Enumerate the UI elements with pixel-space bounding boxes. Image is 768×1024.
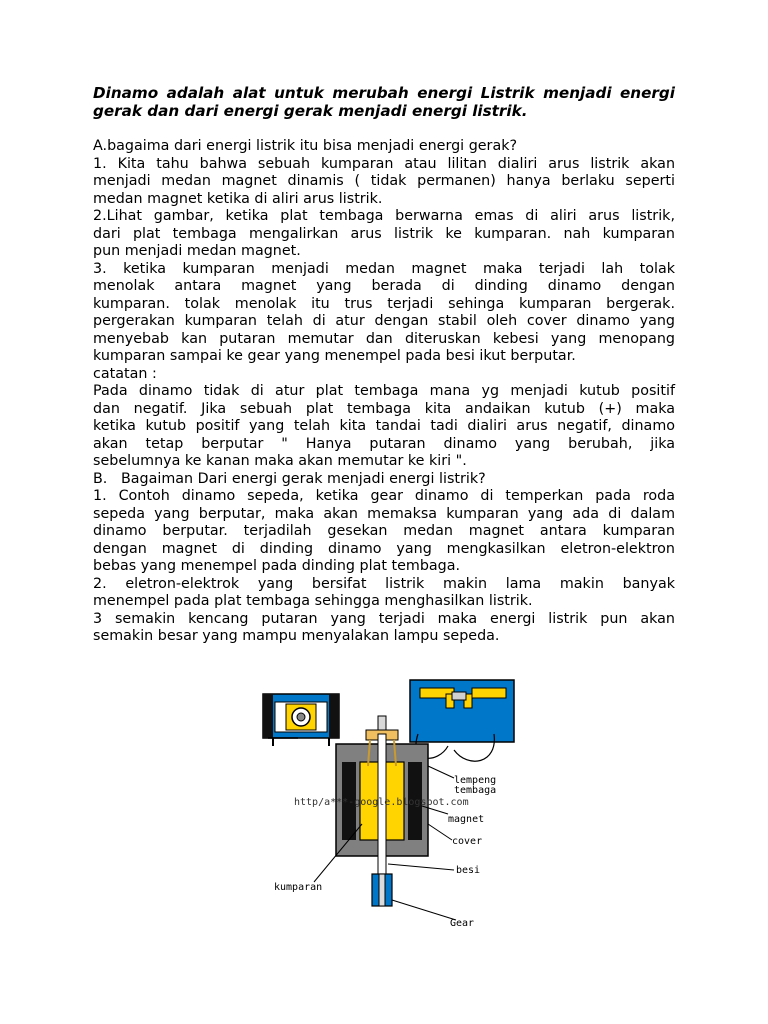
copper-plate-view [410, 680, 514, 742]
label-magnet: magnet [448, 814, 485, 825]
catatan-heading: catatan : [93, 365, 157, 382]
body-line: dengan magnet di dinding dinamo yang mengkasilkan eletron-elektron [93, 540, 675, 557]
body-line: 1. Kita tahu bahwa sebuah kumparan atau lilitan dialiri arus listrik akan [93, 155, 675, 172]
document-page [93, 84, 675, 646]
body-line: bebas yang menempel pada dinding plat tembaga. [93, 558, 461, 574]
body-line: 2. eletron-elektrok yang bersifat listrik makin lama makin banyak [93, 575, 675, 592]
body-line: menyebab kan putaran memutar dan diteruskan kebesi yang menopang [93, 330, 675, 347]
body-line: kumparan sampai ke gear yang menempel pada besi ikut berputar. [93, 348, 576, 364]
body-line: menolak antara magnet yang berada di dinding dinamo dengan [93, 278, 675, 294]
question-a-heading: A.bagaima dari energi listrik itu bisa menjadi energi gerak? [93, 138, 518, 154]
body-line: dinamo berputar. terjadilah gesekan medan magnet antara kumparan [93, 523, 675, 539]
body-line: kumparan. tolak menolak itu trus terjadi sehinga kumparan bergerak. [93, 295, 675, 312]
label-besi: besi [456, 865, 481, 876]
body-line: medan magnet ketika di aliri arus listrik. [93, 190, 383, 207]
body-line: pun menjadi medan magnet. [93, 243, 301, 259]
document-body [93, 138, 675, 646]
body-line: pergerakan kumparan telah di atur dengan stabil oleh cover dinamo yang [93, 313, 675, 329]
dynamo-diagram [258, 674, 520, 936]
label-lempeng: lempeng [454, 775, 497, 786]
question-b-heading: B. Bagaiman Dari energi gerak menjadi energi listrik? [93, 470, 486, 487]
body-line: sebelumnya ke kanan maka akan memutar ke kiri ". [93, 453, 467, 469]
label-gear: Gear [450, 918, 475, 929]
body-line: 3. ketika kumparan menjadi medan magnet maka terjadi lah tolak [93, 260, 675, 277]
dynamo-end-view [263, 694, 339, 746]
body-line: menempel pada plat tembaga sehingga menghasilkan listrik. [93, 593, 533, 609]
body-line: ketika kutub positif yang telah kita tandai tadi dialiri arus negatif, dinamo [93, 418, 675, 434]
body-line: semakin besar yang mampu menyalakan lampu sepeda. [93, 628, 500, 644]
body-line: dan negatif. Jika sebuah plat tembaga kita andaikan kutub (+) maka [93, 400, 675, 417]
body-line: 3 semakin kencang putaran yang terjadi maka energi listrik pun akan [93, 610, 675, 627]
label-kumparan: kumparan [274, 882, 323, 893]
label-cover: cover [452, 836, 483, 847]
body-line: 2.Lihat gambar, ketika plat tembaga berwarna emas di aliri arus listrik, [93, 208, 675, 224]
body-line: 1. Contoh dinamo sepeda, ketika gear dinamo di temperkan pada roda [93, 488, 675, 504]
body-line: dari plat tembaga mengalirkan arus listrik ke kumparan. nah kumparan [93, 225, 675, 242]
label-tembaga: tembaga [454, 785, 497, 796]
body-line: sepeda yang berputar, maka akan memaksa kumparan yang ada di dalam [93, 505, 675, 522]
title-line: Dinamo adalah alat untuk merubah energi Listrik menjadi energi [93, 84, 675, 102]
document-title [93, 84, 675, 120]
body-line: Pada dinamo tidak di atur plat tembaga mana yg menjadi kutub positif [93, 383, 675, 399]
body-line: menjadi medan magnet dinamis ( tidak permanen) hanya berlaku seperti [93, 173, 675, 189]
watermark: http/a***-google.blogspot.com [294, 797, 469, 808]
title-line: gerak dan dari energi gerak menjadi energi listrik. [93, 102, 528, 120]
body-line: akan tetap berputar " Hanya putaran dinamo yang berubah, jika [93, 435, 675, 452]
